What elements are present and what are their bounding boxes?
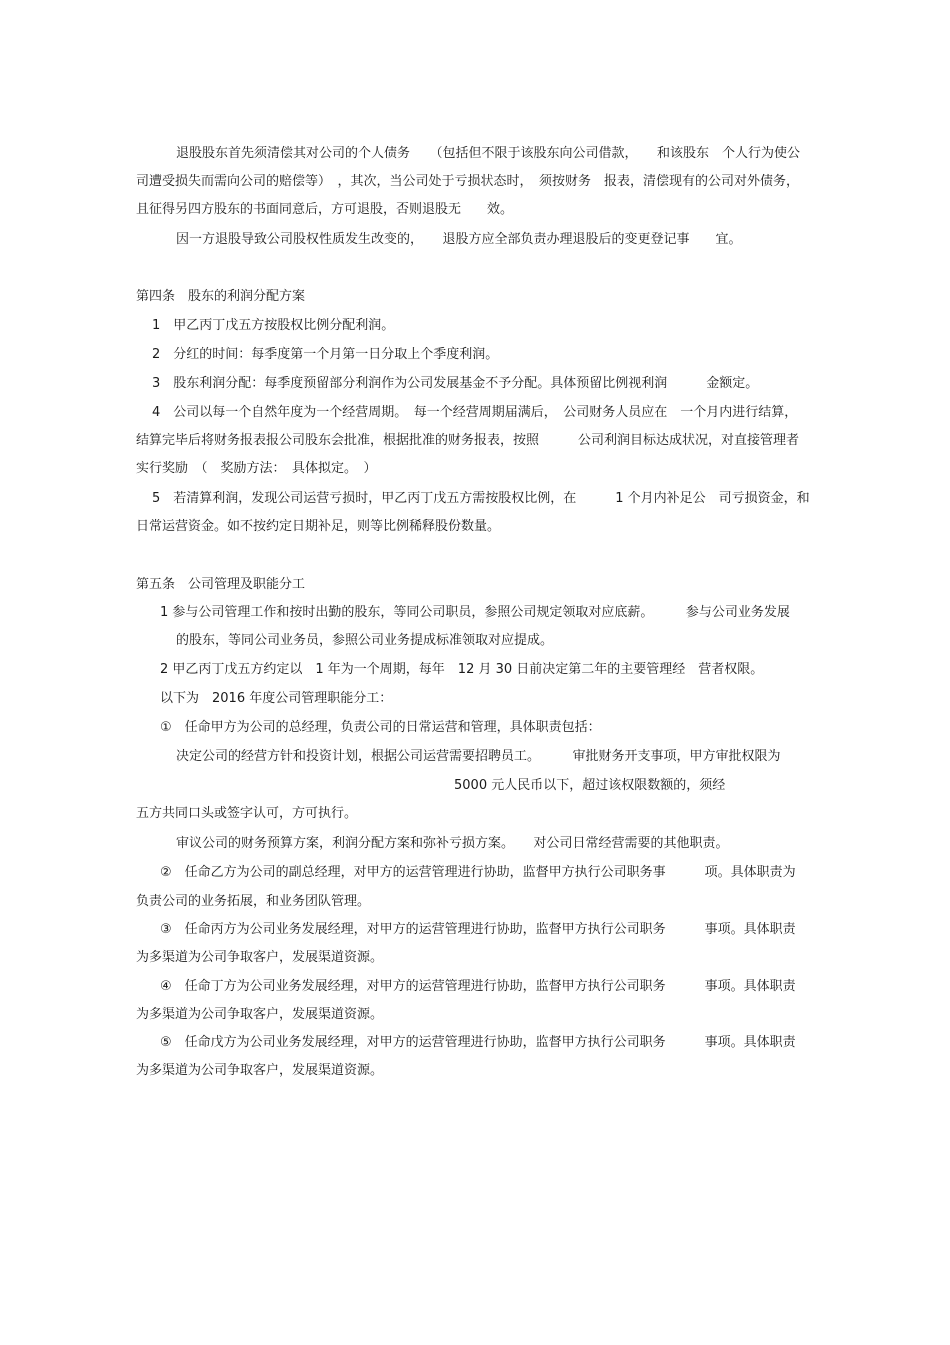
article4-item-1: 1 甲乙丙丁戊五方按股权比例分配利润。	[152, 318, 395, 333]
intro-paragraph-2: 因一方退股导致公司股权性质发生改变的， 退股方应全部负责办理退股后的变更登记事 宜。	[176, 232, 742, 247]
role-1-duty: 五方共同口头或签字认可，方可执行。	[136, 806, 358, 821]
article4-item-3: 3 股东利润分配：每季度预留部分利润作为公司发展基金不予分配。具体预留比例视利润 金额定。	[152, 376, 759, 391]
article4-item-5-cont: 日常运营资金。如不按约定日期补足，则等比例稀释股份数量。	[136, 519, 501, 534]
article5-item-1: 1 参与公司管理工作和按时出勤的股东，等同公司职员，参照公司规定领取对应底薪。 参与公司业务发展	[160, 605, 790, 620]
article4-title: 第四条 股东的利润分配方案	[136, 289, 306, 304]
role-3: ③ 任命丙方为公司业务发展经理，对甲方的运营管理进行协助，监督甲方执行公司职务 事项。具体职责	[160, 922, 796, 937]
role-1-duty: 审议公司的财务预算方案，利润分配方案和弥补亏损方案。 对公司日常经营需要的其他职责。	[176, 836, 729, 851]
role-1-duty: 5000 元人民币以下，超过该权限数额的，须经	[454, 778, 726, 793]
article4-item-4-cont: 结算完毕后将财务报表报公司股东会批准，根据批准的财务报表，按照 公司利润目标达成状况，对直接管理者	[136, 433, 800, 448]
role-4: ④ 任命丁方为公司业务发展经理，对甲方的运营管理进行协助，监督甲方执行公司职务 事项。具体职责	[160, 979, 796, 994]
role-1-duty: 决定公司的经营方针和投资计划，根据公司运营需要招聘员工。 审批财务开支事项，甲方审批权限为	[176, 749, 781, 764]
article4-item-2: 2 分红的时间：每季度第一个月第一日分取上个季度利润。	[152, 347, 499, 362]
role-3-cont: 为多渠道为公司争取客户，发展渠道资源。	[136, 950, 384, 965]
role-1-heading: ① 任命甲方为公司的总经理，负责公司的日常运营和管理，具体职责包括：	[160, 720, 601, 735]
intro-line: 且征得另四方股东的书面同意后，方可退股，否则退股无 效。	[136, 202, 514, 217]
role-2: ② 任命乙方为公司的副总经理，对甲方的运营管理进行协助，监督甲方执行公司职务事 项。具体职责为	[160, 865, 796, 880]
article4-item-4: 4 公司以每一个自然年度为一个经营周期。 每一个经营周期届满后， 公司财务人员应在 一个月内进行结算，	[152, 405, 798, 420]
article4-item-4-cont: 实行奖励 （ 奖励方法： 具体拟定。 ）	[136, 461, 377, 476]
intro-line: 司遭受损失而需向公司的赔偿等） ，其次，当公司处于亏损状态时， 须按财务 报表，清偿现有的公司对外债务，	[136, 174, 800, 189]
role-4-cont: 为多渠道为公司争取客户，发展渠道资源。	[136, 1007, 384, 1022]
article5-item-1-cont: 的股东，等同公司业务员，参照公司业务提成标准领取对应提成。	[176, 633, 554, 648]
article5-title: 第五条 公司管理及职能分工	[136, 577, 306, 592]
role-2-cont: 负责公司的业务拓展，和业务团队管理。	[136, 894, 371, 909]
intro-line: 退股股东首先须清偿其对公司的个人债务 （包括但不限于该股东向公司借款， 和该股东 个人行为使公	[176, 146, 801, 161]
article5-item-2: 2 甲乙丙丁戊五方约定以 1 年为一个周期，每年 12 月 30 日前决定第二年的主要管理经 营者权限。	[160, 662, 764, 677]
article4-item-5: 5 若清算利润，发现公司运营亏损时，甲乙丙丁戊五方需按股权比例，在 1 个月内补足公 司亏损资金，和	[152, 491, 810, 506]
role-5-cont: 为多渠道为公司争取客户，发展渠道资源。	[136, 1063, 384, 1078]
role-5: ⑤ 任命戊方为公司业务发展经理，对甲方的运营管理进行协助，监督甲方执行公司职务 事项。具体职责	[160, 1035, 796, 1050]
article5-item-2-cont: 以下为 2016 年度公司管理职能分工：	[160, 691, 393, 706]
